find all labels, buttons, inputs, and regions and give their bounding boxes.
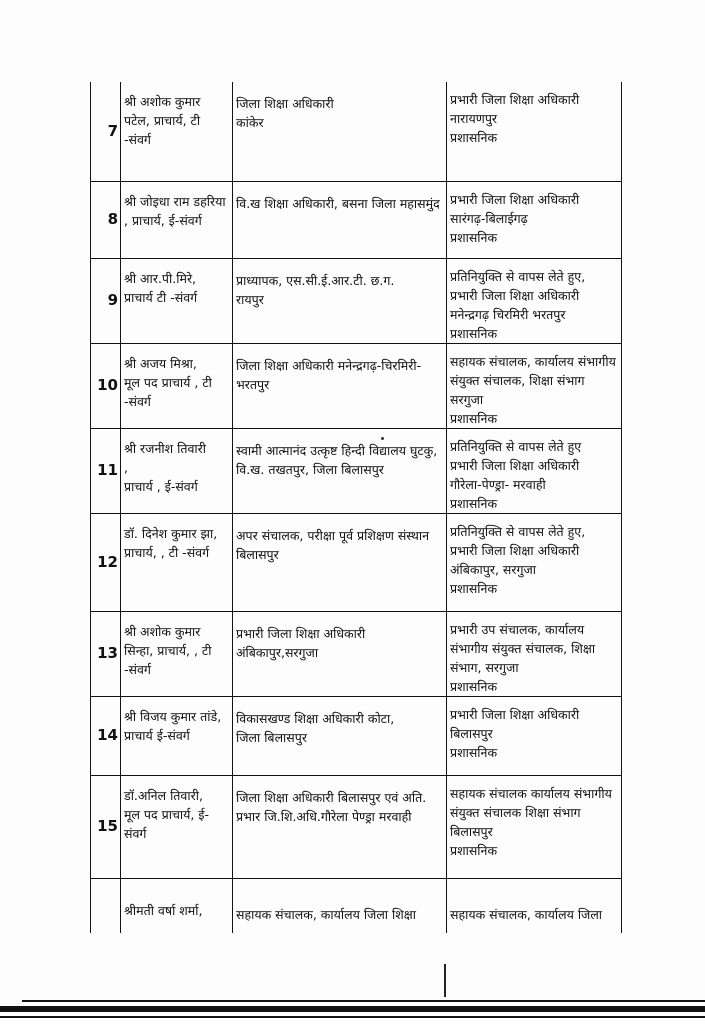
officer-name: श्री विजय कुमार तांडे, प्राचार्य ई-संवर्ग (121, 696, 233, 775)
table-row (91, 775, 622, 878)
officer-name: श्री अशोक कुमार पटेल, प्राचार्य, टी -संवर्ग (121, 82, 233, 181)
officer-name: डॉ.अनिल तिवारी, मूल पद प्राचार्य, ई-संवर्ग (121, 775, 233, 878)
officer-name: श्री जोइधा राम डहरिया , प्राचार्य, ई-संवर्ग (121, 181, 233, 258)
new-posting: सहायक संचालक, कार्यालय जिला (450, 906, 603, 922)
table-row (91, 878, 622, 933)
current-posting: सहायक संचालक, कार्यालय जिला शिक्षा (233, 878, 447, 933)
current-posting: जिला शिक्षा अधिकारी कांकेर (233, 82, 447, 181)
new-posting: प्रभारी जिला शिक्षा अधिकारी बिलासपुर प्रशासनिक (447, 696, 622, 775)
footer-rule (0, 1016, 705, 1018)
serial-number: 12 (91, 513, 121, 611)
serial-number: 15 (91, 775, 121, 878)
ink-speck (381, 437, 384, 440)
officer-name: श्रीमती वर्षा शर्मा, (121, 878, 233, 933)
current-posting: विकासखण्ड शिक्षा अधिकारी कोटा, जिला बिलासपुर (233, 696, 447, 775)
footer-rule (0, 1006, 705, 1012)
transfer-order-table (90, 82, 622, 933)
new-posting: प्रतिनियुक्ति से वापस लेते हुए प्रभारी जिला शिक्षा अधिकारी गौरेला-पेण्ड्रा- मरवाही प्रशासनिक (447, 428, 622, 513)
serial-number (91, 878, 121, 933)
officer-name: श्री अशोक कुमार सिन्हा, प्राचार्य, , टी -संवर्ग (121, 611, 233, 696)
officer-name: श्री रजनीश तिवारी , प्राचार्य , ई-संवर्ग (121, 428, 233, 513)
table-row (91, 696, 622, 775)
table-row (91, 181, 622, 258)
current-posting: प्राध्यापक, एस.सी.ई.आर.टी. छ.ग. रायपुर (233, 258, 447, 343)
new-posting: प्रभारी उप संचालक, कार्यालय संभागीय संयुक्त संचालक, शिक्षा संभाग, सरगुजा प्रशासनिक (447, 611, 622, 696)
serial-number: 7 (91, 82, 121, 181)
serial-number: 10 (91, 343, 121, 428)
table-row (91, 258, 622, 343)
serial-number: 11 (91, 428, 121, 513)
officer-name: श्री आर.पी.मिरे, प्राचार्य टी -संवर्ग (121, 258, 233, 343)
new-posting: सहायक संचालक, कार्यालय संभागीय संयुक्त संचालक, शिक्षा संभाग सरगुजा प्रशासनिक (447, 343, 622, 428)
current-posting: अपर संचालक, परीक्षा पूर्व प्रशिक्षण संस्थान बिलासपुर (233, 513, 447, 611)
current-posting: प्रभारी जिला शिक्षा अधिकारी अंबिकापुर,सरगुजा (233, 611, 447, 696)
new-posting: प्रतिनियुक्ति से वापस लेते हुए, प्रभारी जिला शिक्षा अधिकारी मनेन्द्रगढ़ चिरमिरी भरतपुर प्रशासनिक (447, 258, 622, 343)
new-posting: प्रतिनियुक्ति से वापस लेते हुए, प्रभारी जिला शिक्षा अधिकारी अंबिकापुर, सरगुजा प्रशासनिक (447, 513, 622, 611)
table-row (91, 428, 622, 513)
new-posting: प्रभारी जिला शिक्षा अधिकारी सारंगढ़-बिलाईगढ़ प्रशासनिक (447, 181, 622, 258)
table-row (91, 82, 622, 181)
current-posting: जिला शिक्षा अधिकारी बिलासपुर एवं अति. प्रभार जि.शि.अधि.गौरेला पेण्ड्रा मरवाही (233, 775, 447, 878)
current-posting: जिला शिक्षा अधिकारी मनेन्द्रगढ़-चिरमिरी-भरतपुर (233, 343, 447, 428)
current-posting: स्वामी आत्मानंद उत्कृष्ट हिन्दी विद्यालय घुटकु, वि.ख. तखतपुर, जिला बिलासपुर (233, 428, 447, 513)
serial-number: 14 (91, 696, 121, 775)
serial-number: 13 (91, 611, 121, 696)
footer-rule (22, 1000, 705, 1002)
table-row (91, 611, 622, 696)
new-posting: सहायक संचालक कार्यालय संभागीय संयुक्त संचालक शिक्षा संभाग बिलासपुर प्रशासनिक (447, 775, 622, 878)
serial-number: 8 (91, 181, 121, 258)
margin-mark (444, 964, 446, 997)
officer-name: श्री अजय मिश्रा, मूल पद प्राचार्य , टी -संवर्ग (121, 343, 233, 428)
serial-number: 9 (91, 258, 121, 343)
current-posting: वि.ख शिक्षा अधिकारी, बसना जिला महासमुंद (233, 181, 447, 258)
table-row (91, 513, 622, 611)
table-row (91, 343, 622, 428)
officer-name: डॉ. दिनेश कुमार झा, प्राचार्य, , टी -संवर्ग (121, 513, 233, 611)
new-posting: प्रभारी जिला शिक्षा अधिकारी नारायणपुर प्रशासनिक (447, 82, 622, 181)
